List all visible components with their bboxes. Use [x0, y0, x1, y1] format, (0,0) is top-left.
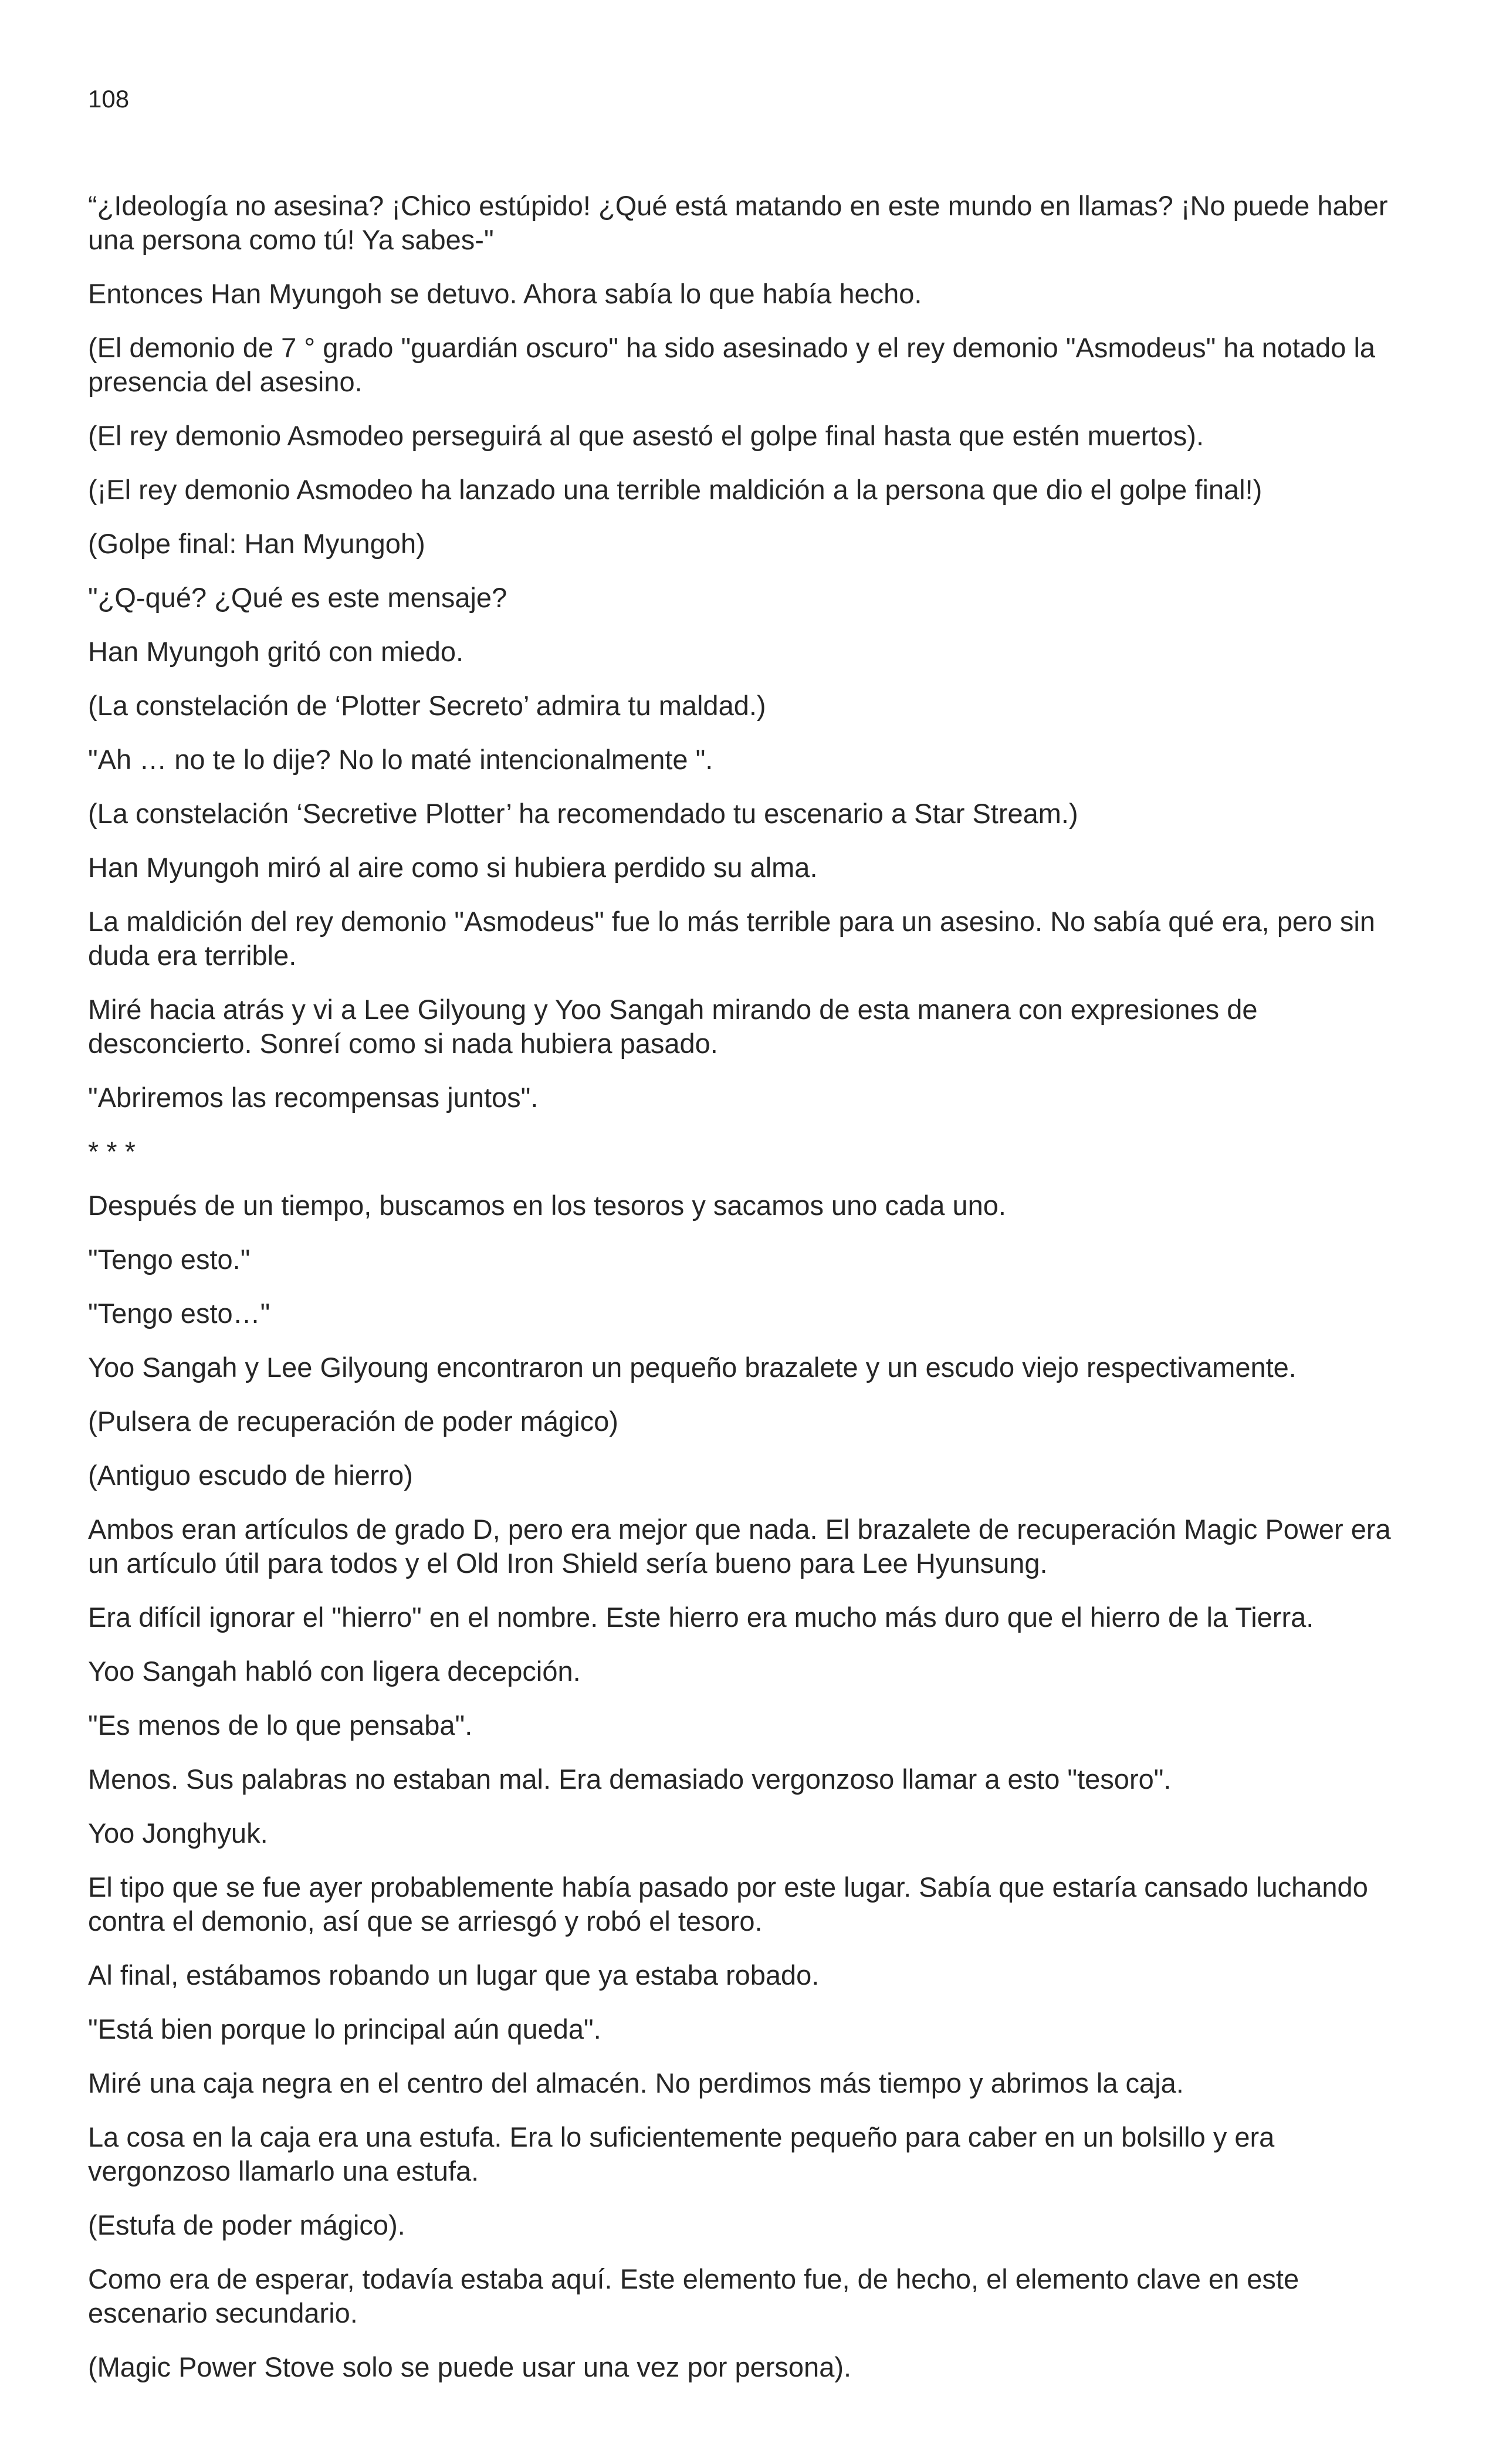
- paragraph: "Tengo esto.": [88, 1244, 251, 1275]
- paragraph: Como era de esperar, todavía estaba aquí. Este elemento fue, de hecho, el elemento clave en este escenario secundario.: [88, 2263, 1299, 2328]
- paragraph: Menos. Sus palabras no estaban mal. Era demasiado vergonzoso llamar a esto "tesoro".: [88, 1764, 1172, 1795]
- paragraph: Yoo Sangah habló con ligera decepción.: [88, 1656, 581, 1687]
- paragraph: La maldición del rey demonio "Asmodeus" fue lo más terrible para un asesino. No sabía qué era, pero sin duda era terrible.: [88, 906, 1375, 971]
- paragraph: “¿Ideología no asesina? ¡Chico estúpido! ¿Qué está matando en este mundo en llamas? ¡No puede haber una persona como tú! Ya sabes-": [88, 190, 1388, 255]
- paragraph: (Pulsera de recuperación de poder mágico): [88, 1406, 618, 1437]
- paragraph: Miré hacia atrás y vi a Lee Gilyoung y Yoo Sangah mirando de esta manera con expresiones de desconcierto. Sonreí como si nada hubiera pasado.: [88, 994, 1258, 1059]
- paragraph: Han Myungoh gritó con miedo.: [88, 636, 464, 667]
- page-body-text: [88, 189, 1420, 2404]
- paragraph: La cosa en la caja era una estufa. Era lo suficientemente pequeño para caber en un bolsillo y era vergonzoso llamarlo una estufa.: [88, 2121, 1275, 2187]
- paragraph: (El rey demonio Asmodeo perseguirá al que asestó el golpe final hasta que estén muertos).: [88, 420, 1204, 451]
- paragraph: (Antiguo escudo de hierro): [88, 1460, 413, 1491]
- paragraph: * * *: [88, 1136, 136, 1167]
- paragraph: Después de un tiempo, buscamos en los tesoros y sacamos uno cada uno.: [88, 1190, 1006, 1221]
- paragraph: Miré una caja negra en el centro del almacén. No perdimos más tiempo y abrimos la caja.: [88, 2067, 1184, 2099]
- paragraph: "Está bien porque lo principal aún queda".: [88, 2013, 601, 2045]
- paragraph: Entonces Han Myungoh se detuvo. Ahora sabía lo que había hecho.: [88, 278, 922, 309]
- paragraph: "Ah … no te lo dije? No lo maté intencionalmente ".: [88, 744, 713, 775]
- paragraph: (Estufa de poder mágico).: [88, 2209, 405, 2240]
- paragraph: El tipo que se fue ayer probablemente había pasado por este lugar. Sabía que estaría cansado luchando contra el demonio, así que se arriesgó y robó el tesoro.: [88, 1871, 1368, 1937]
- paragraph: (Golpe final: Han Myungoh): [88, 528, 425, 559]
- paragraph: Era difícil ignorar el "hierro" en el nombre. Este hierro era mucho más duro que el hierro de la Tierra.: [88, 1602, 1314, 1633]
- paragraph: Yoo Jonghyuk.: [88, 1817, 268, 1849]
- paragraph: "¿Q-qué? ¿Qué es este mensaje?: [88, 582, 507, 613]
- paragraph: Ambos eran artículos de grado D, pero era mejor que nada. El brazalete de recuperación Magic Power era un artículo útil para todos y el Old Iron Shield sería bueno para Lee Hyunsung.: [88, 1514, 1391, 1579]
- paragraph: "Es menos de lo que pensaba".: [88, 1710, 473, 1741]
- paragraph: Al final, estábamos robando un lugar que ya estaba robado.: [88, 1959, 820, 1991]
- paragraph: Yoo Sangah y Lee Gilyoung encontraron un pequeño brazalete y un escudo viejo respectivamente.: [88, 1352, 1297, 1383]
- paragraph: "Tengo esto…": [88, 1298, 270, 1329]
- paragraph: (El demonio de 7 ° grado "guardián oscuro" ha sido asesinado y el rey demonio "Asmodeus" ha notado la presencia del asesino.: [88, 332, 1376, 397]
- paragraph: (Magic Power Stove solo se puede usar una vez por persona).: [88, 2351, 852, 2382]
- page-number: 108: [88, 85, 130, 113]
- paragraph: (La constelación ‘Secretive Plotter’ ha recomendado tu escenario a Star Stream.): [88, 798, 1078, 829]
- paragraph: "Abriremos las recompensas juntos".: [88, 1082, 539, 1113]
- paragraph: Han Myungoh miró al aire como si hubiera perdido su alma.: [88, 852, 818, 883]
- paragraph: (¡El rey demonio Asmodeo ha lanzado una terrible maldición a la persona que dio el golpe final!): [88, 474, 1263, 505]
- paragraph: (La constelación de ‘Plotter Secreto’ admira tu maldad.): [88, 690, 766, 721]
